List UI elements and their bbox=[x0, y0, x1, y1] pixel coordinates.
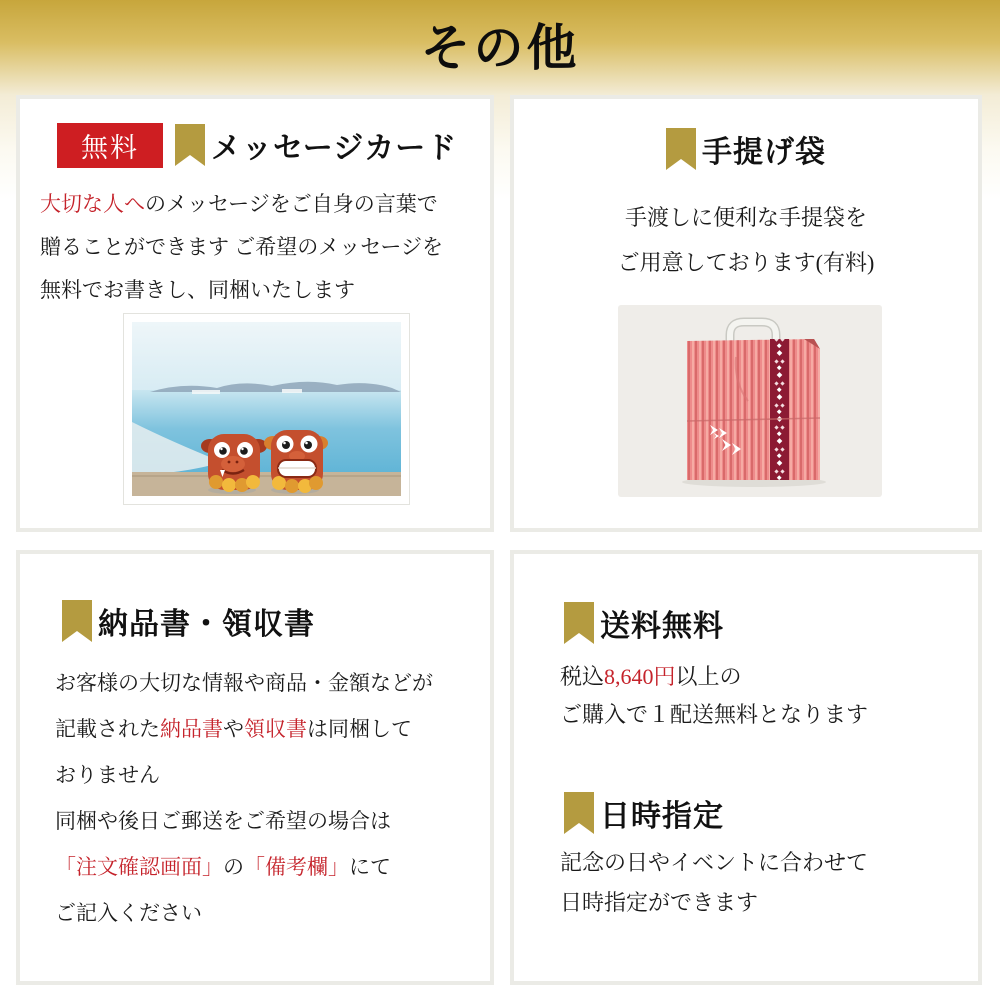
text-line bbox=[55, 660, 433, 706]
text-segment: ご用意しております(有料) bbox=[617, 250, 875, 275]
text-segment: や bbox=[223, 717, 244, 741]
message-card-title: メッセージカード bbox=[211, 132, 458, 165]
bookmark-icon bbox=[564, 792, 594, 834]
text-segment: 以上の bbox=[675, 664, 742, 689]
highlighted-text: 領収書 bbox=[244, 717, 307, 741]
bag-dark-band bbox=[770, 339, 789, 480]
highlighted-text: 大切な人へ bbox=[40, 192, 145, 216]
paper-bag-photo bbox=[618, 305, 882, 497]
text-line bbox=[40, 269, 443, 312]
free-shipping-header bbox=[564, 600, 724, 646]
free-shipping-title: 送料無料 bbox=[600, 610, 724, 643]
text-line bbox=[55, 798, 433, 844]
highlighted-text: 8,640円 bbox=[604, 664, 676, 689]
hand-bag-section bbox=[510, 95, 982, 532]
invoice-title: 納品書・領収書 bbox=[98, 608, 315, 641]
text-segment: ご購入で１配送無料となります bbox=[560, 702, 869, 727]
text-segment: 贈ることができます ご希望のメッセージを bbox=[40, 235, 443, 259]
text-line bbox=[560, 658, 868, 696]
text-segment: は同梱して bbox=[307, 717, 412, 741]
bookmark-icon bbox=[62, 600, 92, 642]
text-line bbox=[560, 843, 868, 883]
text-line bbox=[560, 883, 868, 923]
text-line bbox=[40, 183, 443, 226]
datetime-text bbox=[560, 843, 868, 923]
highlighted-text: 納品書 bbox=[160, 717, 223, 741]
shisa-figure-left bbox=[201, 434, 267, 494]
text-segment: お客様の大切な情報や商品・金額などが bbox=[55, 671, 433, 695]
text-segment: の bbox=[223, 855, 244, 879]
text-segment: にて bbox=[349, 855, 391, 879]
text-line bbox=[560, 696, 868, 734]
text-segment: 手渡しに便利な手提袋を bbox=[624, 205, 867, 230]
message-card-header bbox=[57, 122, 457, 168]
highlighted-text: 「備考欄」 bbox=[244, 855, 349, 879]
text-segment: 無料でお書きし、同梱いたします bbox=[40, 278, 355, 302]
datetime-title: 日時指定 bbox=[600, 800, 724, 833]
datetime-header bbox=[564, 790, 724, 836]
text-segment: おりません bbox=[55, 763, 160, 787]
text-line bbox=[55, 706, 433, 752]
highlighted-text: 「注文確認画面」 bbox=[55, 855, 223, 879]
page-title: その他 bbox=[420, 20, 580, 76]
free-badge: 無料 bbox=[57, 123, 163, 168]
hand-bag-text bbox=[514, 195, 978, 285]
text-segment: 記念の日やイベントに合わせて bbox=[560, 850, 869, 875]
invoice-text bbox=[55, 660, 433, 936]
text-segment: ご記入ください bbox=[55, 901, 202, 925]
text-segment: 税込 bbox=[560, 664, 605, 689]
text-segment: のメッセージをご自身の言葉で bbox=[145, 192, 438, 216]
text-line bbox=[514, 195, 978, 240]
hand-bag-title: 手提げ袋 bbox=[702, 136, 826, 169]
text-line bbox=[40, 226, 443, 269]
text-segment: 記載された bbox=[55, 717, 160, 741]
text-line bbox=[55, 752, 433, 798]
bookmark-icon bbox=[564, 602, 594, 644]
free-shipping-text bbox=[560, 658, 868, 734]
invoice-section bbox=[16, 550, 494, 985]
text-segment: 同梱や後日ご郵送をご希望の場合は bbox=[55, 809, 391, 833]
hand-bag-header bbox=[514, 126, 978, 172]
message-card-text bbox=[40, 183, 443, 312]
text-line bbox=[55, 844, 433, 890]
bag-body bbox=[687, 339, 820, 480]
shisa-beach-photo bbox=[132, 322, 401, 496]
bookmark-icon bbox=[666, 128, 696, 170]
text-line bbox=[55, 890, 433, 936]
shipping-section bbox=[510, 550, 982, 985]
text-line bbox=[514, 240, 978, 285]
shisa-figure-right bbox=[264, 430, 328, 494]
hand-bag-photo bbox=[618, 305, 882, 497]
message-card-section bbox=[16, 95, 494, 532]
text-segment: 日時指定ができます bbox=[560, 890, 759, 915]
invoice-header bbox=[62, 598, 315, 644]
message-card-photo-frame bbox=[123, 313, 410, 505]
bookmark-icon bbox=[175, 124, 205, 166]
